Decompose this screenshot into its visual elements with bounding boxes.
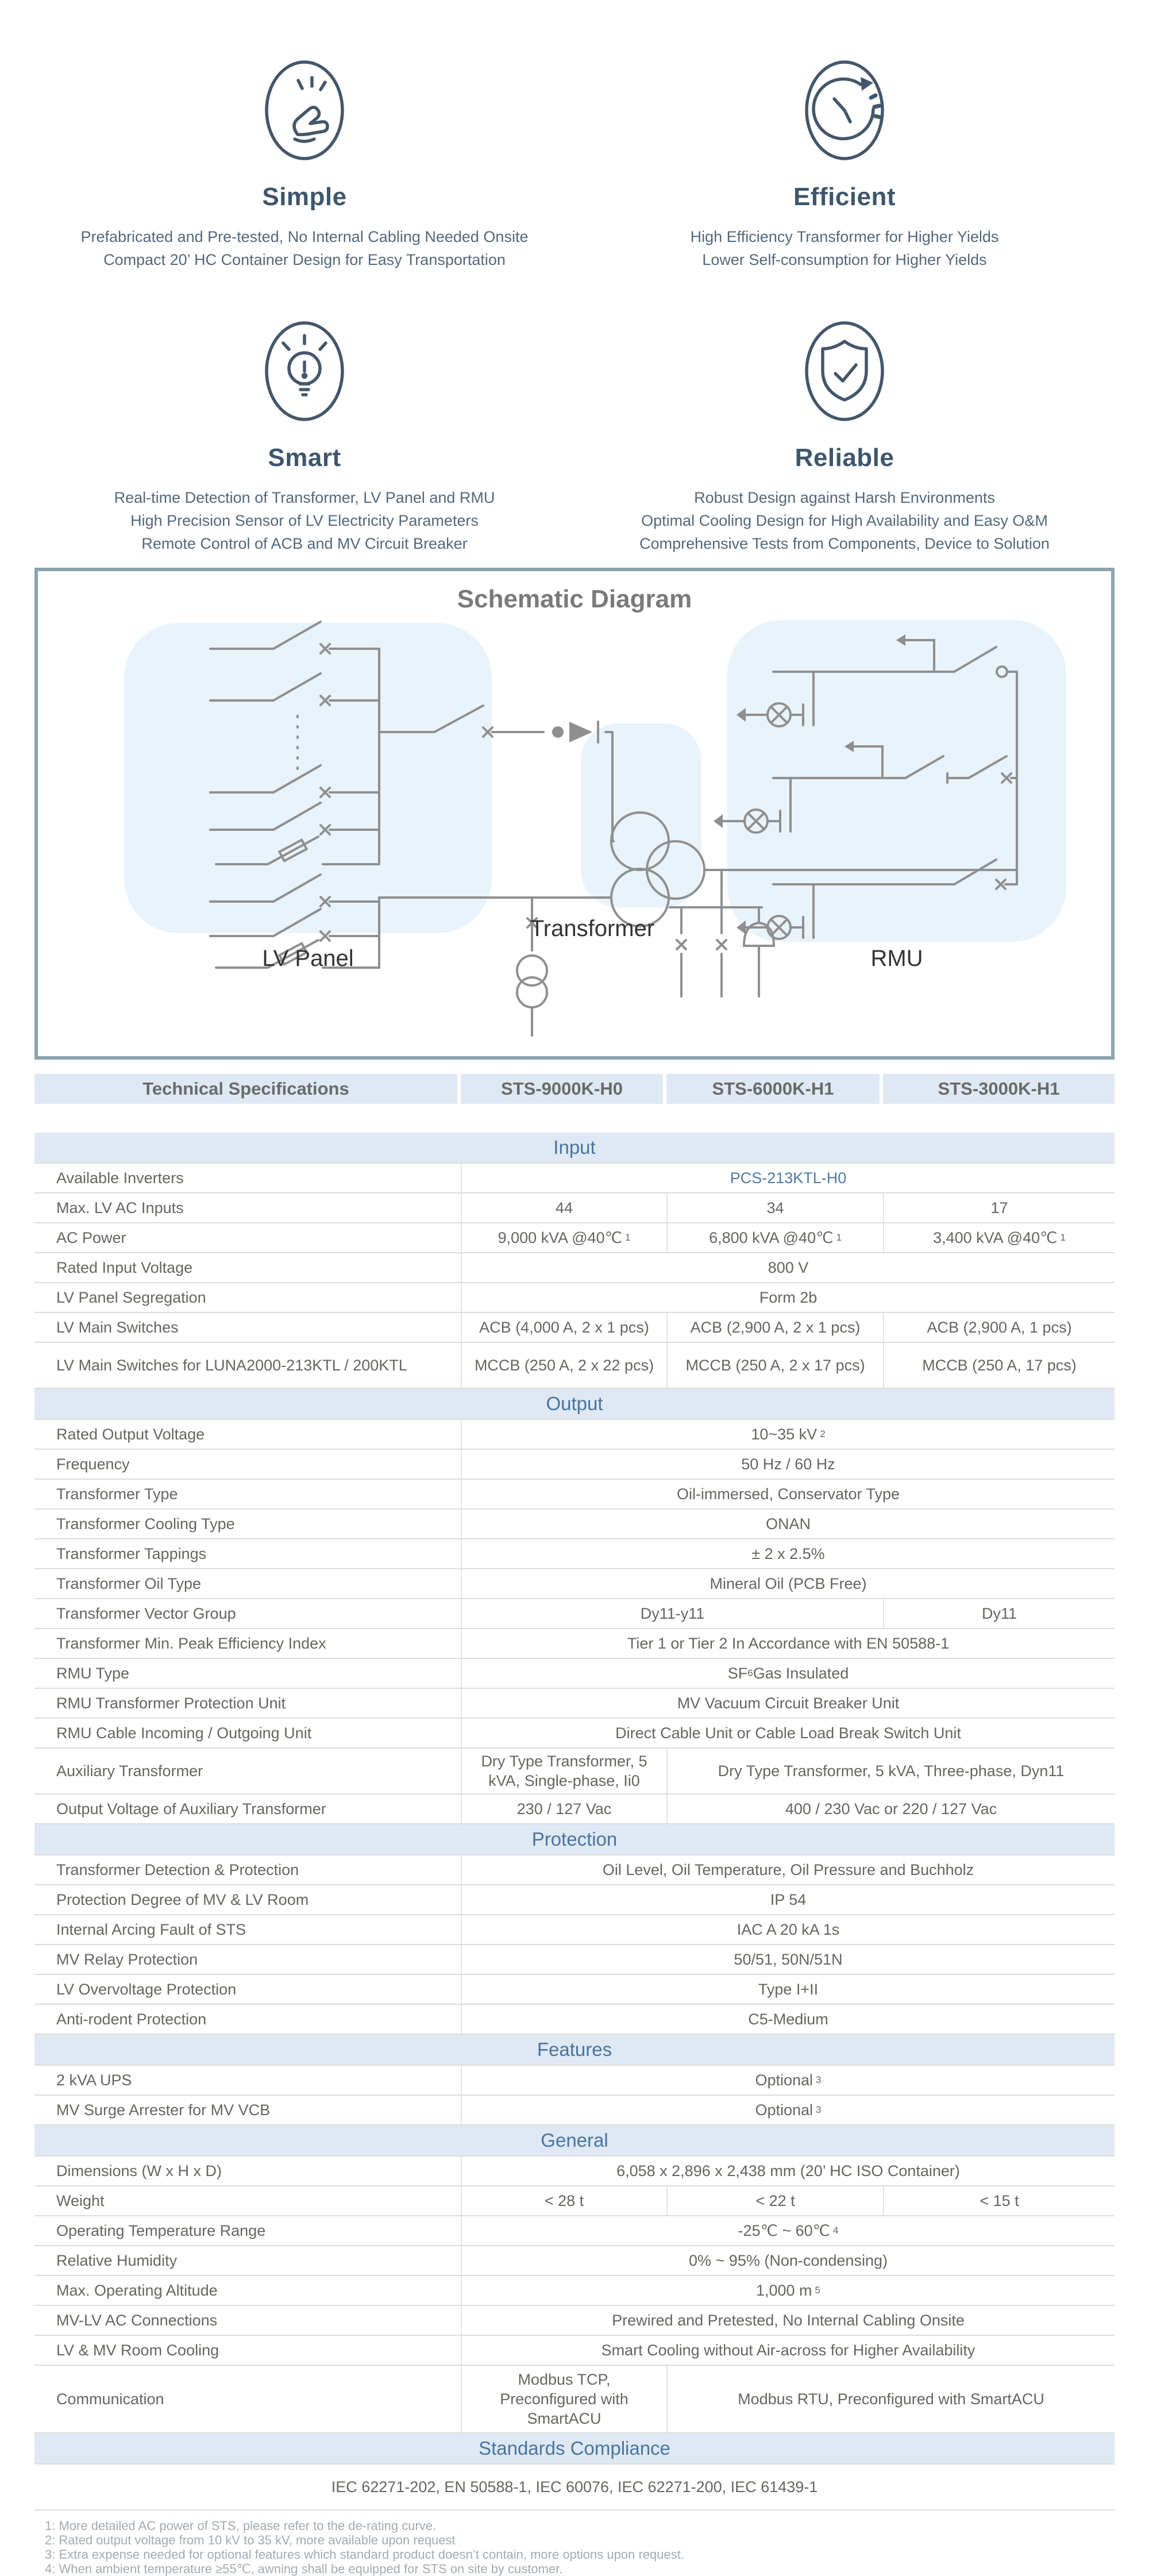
feature-card-efficient: [574, 0, 1115, 311]
spec-label: Transformer Type: [56, 1485, 178, 1503]
spec-label: MV Relay Protection: [56, 1951, 198, 1968]
spec-label: Transformer Vector Group: [56, 1605, 236, 1622]
table-row: [34, 1795, 1115, 1824]
spec-value: 44: [461, 1193, 666, 1222]
rmu-label: RMU: [870, 946, 923, 971]
table-row: [34, 1193, 1115, 1223]
spec-value: ACB (2,900 A, 1 pcs): [883, 1313, 1115, 1342]
table-row: [34, 2066, 1115, 2096]
spec-value: 9,000 kVA @40℃ 1: [461, 1223, 666, 1252]
spec-value: IP 54: [461, 1885, 1115, 1914]
spec-value: 50/51, 50N/51N: [461, 1945, 1115, 1974]
spec-value: Mineral Oil (PCB Free): [461, 1569, 1115, 1598]
spec-label: Operating Temperature Range: [56, 2222, 266, 2239]
efficiency-clock-icon: [787, 53, 902, 168]
section-band-standards-compliance: Standards Compliance: [34, 2433, 1115, 2465]
table-row: [34, 1749, 1115, 1795]
table-title: Technical Specifications: [34, 1074, 461, 1104]
spec-value: ACB (4,000 A, 2 x 1 pcs): [461, 1313, 666, 1342]
spec-value: ONAN: [461, 1510, 1115, 1538]
feature-description: High Efficiency Transformer for Higher Yields Lower Self-consumption for Higher Yields: [690, 228, 999, 268]
spec-value: IAC A 20 kA 1s: [461, 1915, 1115, 1944]
spec-value: MCCB (250 A, 2 x 17 pcs): [666, 1343, 883, 1388]
section-band-general: General: [34, 2126, 1115, 2157]
table-row: [34, 1420, 1115, 1450]
feature-card-simple: [34, 0, 574, 311]
spec-value: 34: [666, 1193, 883, 1222]
lv-panel-area: [124, 623, 492, 933]
section-band-output: Output: [34, 1389, 1115, 1420]
spec-value: IEC 62271-202, EN 50588-1, IEC 60076, IEC 62271-200, IEC 61439-1: [331, 2478, 818, 2496]
technical-specifications-table: [34, 1074, 1115, 2510]
footnote: 1: More detailed AC power of STS, please refer to the de-rating curve.: [45, 2519, 437, 2533]
table-row: [34, 1945, 1115, 1975]
spec-label: AC Power: [56, 1229, 126, 1246]
spec-value: Smart Cooling without Air-across for Higher Availability: [461, 2336, 1115, 2365]
single-line-diagram: [38, 571, 1111, 1056]
transformer-label: Transformer: [530, 916, 655, 941]
table-row: [34, 1539, 1115, 1569]
schematic-diagram: [34, 568, 1115, 1060]
spec-value: 17: [883, 1193, 1115, 1222]
spec-label: Available Inverters: [56, 1169, 184, 1187]
spec-label: LV & MV Room Cooling: [56, 2342, 219, 2359]
spec-label: Relative Humidity: [56, 2252, 178, 2269]
spec-value: Dry Type Transformer, 5 kVA, Single-phase, Ii0: [461, 1749, 666, 1793]
spec-value: C5-Medium: [461, 2005, 1115, 2034]
table-row: [34, 1915, 1115, 1945]
spec-value: 50 Hz / 60 Hz: [461, 1450, 1115, 1478]
table-row: [34, 1629, 1115, 1659]
feature-grid: [0, 0, 1149, 568]
spec-value: 400 / 230 Vac or 220 / 127 Vac: [666, 1795, 1115, 1823]
model-column-header: STS-9000K-H0: [461, 1074, 666, 1104]
spec-value: Modbus RTU, Preconfigured with SmartACU: [666, 2366, 1115, 2432]
spec-value: 10~35 kV 2: [461, 1420, 1115, 1449]
lightbulb-icon: [247, 314, 362, 429]
spec-value: Direct Cable Unit or Cable Load Break Switch Unit: [461, 1719, 1115, 1747]
spec-label: Weight: [56, 2192, 105, 2209]
spec-value: < 22 t: [666, 2186, 883, 2215]
spec-value: Dy11-y11: [461, 1599, 883, 1628]
table-row: [34, 1313, 1115, 1343]
footnotes: [45, 2519, 1149, 2576]
rmu-area: [727, 620, 1066, 942]
spec-value: -25℃ ~ 60℃ 4: [461, 2216, 1115, 2245]
shield-check-icon: [787, 314, 902, 429]
feature-description: Real-time Detection of Transformer, LV Panel and RMU High Precision Sensor of LV Electricity Parameters Remote Control of ACB and MV Circuit Breaker: [114, 489, 495, 552]
table-row: [34, 1283, 1115, 1313]
schematic-title: Schematic Diagram: [457, 585, 692, 613]
feature-title: Simple: [262, 183, 347, 211]
table-row: [34, 1885, 1115, 1915]
spec-value: 800 V: [461, 1253, 1115, 1282]
spec-value: Form 2b: [461, 1283, 1115, 1312]
spec-value: < 15 t: [883, 2186, 1115, 2215]
spec-label: Internal Arcing Fault of STS: [56, 1921, 246, 1938]
table-row: [34, 1223, 1115, 1253]
spec-value: Dy11: [883, 1599, 1115, 1628]
spec-value: 230 / 127 Vac: [461, 1795, 666, 1823]
spec-value: Optional 3: [461, 2066, 1115, 2094]
spec-label: Max. Operating Altitude: [56, 2282, 218, 2299]
spec-label: Transformer Oil Type: [56, 1575, 202, 1592]
spec-label: Transformer Min. Peak Efficiency Index: [56, 1635, 326, 1652]
spec-label: Max. LV AC Inputs: [56, 1199, 184, 1216]
table-row: [34, 1253, 1115, 1283]
spec-value: ± 2 x 2.5%: [461, 1539, 1115, 1568]
spec-value: 1,000 m 5: [461, 2276, 1115, 2305]
model-column-header: STS-6000K-H1: [666, 1074, 883, 1104]
table-row: [34, 1659, 1115, 1689]
spec-value: Prewired and Pretested, No Internal Cabling Onsite: [461, 2306, 1115, 2335]
spec-label: LV Main Switches: [56, 1319, 179, 1336]
snap-fingers-icon: [247, 53, 362, 168]
spec-label: LV Panel Segregation: [56, 1289, 206, 1306]
spec-label: Frequency: [56, 1456, 130, 1473]
spec-label: RMU Transformer Protection Unit: [56, 1695, 286, 1712]
lv-panel-label: LV Panel: [262, 946, 354, 971]
spec-label: LV Main Switches for LUNA2000-213KTL / 200KTL: [56, 1357, 407, 1374]
table-row: [34, 2246, 1115, 2276]
table-row: [34, 1343, 1115, 1389]
lv-ct-dot: [552, 726, 564, 738]
spec-label: Auxiliary Transformer: [56, 1762, 203, 1780]
transformer-area: [581, 723, 701, 907]
table-row: [34, 2216, 1115, 2246]
table-row: [34, 2186, 1115, 2216]
table-row: [34, 2276, 1115, 2306]
spec-label: RMU Cable Incoming / Outgoing Unit: [56, 1724, 312, 1742]
spec-label: RMU Type: [56, 1665, 130, 1682]
feature-description: Prefabricated and Pre-tested, No Internal Cabling Needed Onsite Compact 20’ HC Container Design for Easy Transportation: [80, 228, 529, 268]
spec-label: Transformer Tappings: [56, 1545, 207, 1562]
table-row: [34, 2005, 1115, 2035]
spec-value: 6,058 x 2,896 x 2,438 mm (20’ HC ISO Container): [461, 2157, 1115, 2185]
table-row: [34, 2096, 1115, 2126]
spec-label: Dimensions (W x H x D): [56, 2162, 222, 2180]
footnote: 3: Extra expense needed for optional features which standard product doesn’t contain, more options upon request.: [45, 2547, 684, 2562]
feature-card-smart: [34, 311, 574, 568]
spec-label: MV Surge Arrester for MV VCB: [56, 2101, 271, 2119]
spec-value: ACB (2,900 A, 2 x 1 pcs): [666, 1313, 883, 1342]
spec-label: Communication: [56, 2390, 164, 2408]
spec-label: Protection Degree of MV & LV Room: [56, 1891, 309, 1908]
table-row: [34, 2465, 1115, 2510]
spec-value: Oil Level, Oil Temperature, Oil Pressure and Buchholz: [461, 1855, 1115, 1884]
spec-value: MCCB (250 A, 17 pcs): [883, 1343, 1115, 1388]
table-row: [34, 1450, 1115, 1480]
footnote: 2: Rated output voltage from 10 kV to 35 kV, more available upon request: [45, 2533, 456, 2547]
spec-value: Modbus TCP, Preconfigured with SmartACU: [461, 2366, 666, 2432]
table-row: [34, 1855, 1115, 1885]
spec-value: < 28 t: [461, 2186, 666, 2215]
table-row: [34, 2157, 1115, 2186]
spec-value: Optional 3: [461, 2096, 1115, 2124]
spec-label: Rated Output Voltage: [56, 1426, 205, 1443]
spec-value: PCS-213KTL-H0: [461, 1164, 1115, 1192]
spec-label: MV-LV AC Connections: [56, 2312, 218, 2329]
table-row: [34, 1719, 1115, 1749]
spec-value: MCCB (250 A, 2 x 22 pcs): [461, 1343, 666, 1388]
table-header-row: [34, 1074, 1115, 1104]
table-row: [34, 1689, 1115, 1719]
section-band-features: Features: [34, 2035, 1115, 2066]
spec-value: 3,400 kVA @40℃ 1: [883, 1223, 1115, 1252]
feature-title: Efficient: [793, 183, 896, 211]
spec-label: Output Voltage of Auxiliary Transformer: [56, 1800, 326, 1818]
spec-label: LV Overvoltage Protection: [56, 1981, 237, 1998]
feature-card-reliable: [574, 311, 1115, 568]
footnote: 4: When ambient temperature ≥55℃, awning shall be equipped for STS on site by customer.: [45, 2562, 563, 2576]
feature-title: Smart: [268, 444, 341, 472]
table-row: [34, 1599, 1115, 1629]
spec-label: 2 kVA UPS: [56, 2071, 132, 2089]
table-row: [34, 1569, 1115, 1599]
table-row: [34, 2306, 1115, 2336]
feature-description: Robust Design against Harsh Environments Optimal Cooling Design for High Availability and Easy O&M Comprehensive Tests from Components, Device to Solution: [639, 489, 1050, 552]
table-row: [34, 2336, 1115, 2366]
model-column-header: STS-3000K-H1: [883, 1074, 1115, 1104]
section-band-protection: Protection: [34, 1824, 1115, 1855]
spec-value: 0% ~ 95% (Non-condensing): [461, 2246, 1115, 2275]
table-row: [34, 1975, 1115, 2005]
spec-label: Rated Input Voltage: [56, 1259, 193, 1276]
spec-label: Transformer Detection & Protection: [56, 1861, 299, 1878]
spec-label: Transformer Cooling Type: [56, 1515, 235, 1532]
spec-value: MV Vacuum Circuit Breaker Unit: [461, 1689, 1115, 1718]
spec-value: SF 6 Gas Insulated: [461, 1659, 1115, 1688]
table-row: [34, 1480, 1115, 1510]
spec-value: Tier 1 or Tier 2 In Accordance with EN 50588-1: [461, 1629, 1115, 1658]
table-row: [34, 2366, 1115, 2433]
section-band-input: Input: [34, 1133, 1115, 1164]
table-row: [34, 1510, 1115, 1539]
spec-value: Dry Type Transformer, 5 kVA, Three-phase, Dyn11: [666, 1749, 1115, 1793]
spec-value: Oil-immersed, Conservator Type: [461, 1480, 1115, 1508]
rmu-cable-arrow-2: [714, 814, 723, 828]
feature-title: Reliable: [795, 444, 894, 472]
spec-label: Anti-rodent Protection: [56, 2011, 207, 2028]
spec-value: Type I+II: [461, 1975, 1115, 2004]
spec-value: 6,800 kVA @40℃ 1: [666, 1223, 883, 1252]
table-row: [34, 1164, 1115, 1193]
